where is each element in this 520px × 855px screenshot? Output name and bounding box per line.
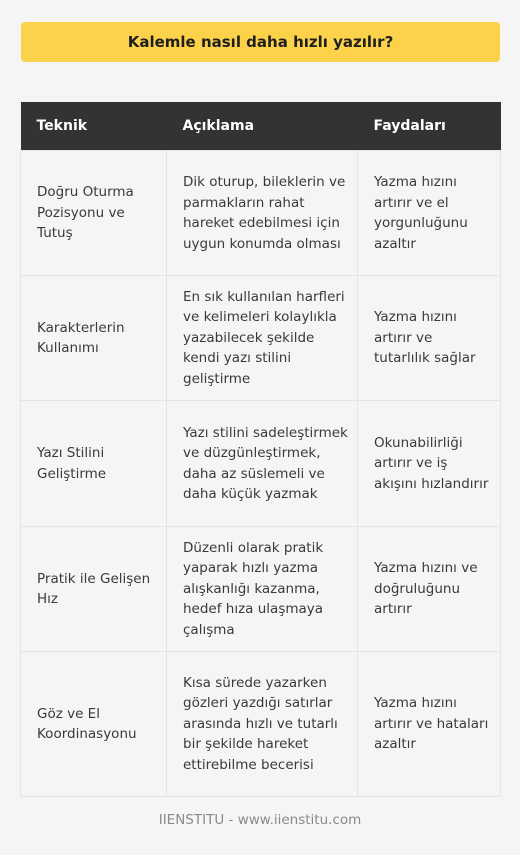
cell-aciklama: Düzenli olarak pratik yaparak hızlı yazma alışkanlığı kazanma, hedef hıza ulaşmaya çalışma [167, 527, 358, 652]
table-row [21, 151, 501, 276]
cell-teknik: Yazı Stilini Geliştirme [21, 401, 167, 527]
column-header-aciklama: Açıklama [167, 102, 358, 151]
cell-faydalar: Yazma hızını artırır ve el yorgunluğunu azaltır [358, 151, 501, 276]
cell-teknik: Karakterlerin Kullanımı [21, 276, 167, 401]
cell-faydalar: Yazma hızını artırır ve hataları azaltır [358, 652, 501, 797]
table-row [21, 401, 501, 527]
page-title: Kalemle nasıl daha hızlı yazılır? [127, 33, 394, 51]
table-row [21, 276, 501, 401]
cell-aciklama: En sık kullanılan harfleri ve kelimeleri kolaylıkla yazabilecek şekilde kendi yazı stilini geliştirme [167, 276, 358, 401]
table-row [21, 652, 501, 797]
footer-credit: IIENSTITU - www.iienstitu.com [158, 812, 362, 828]
cell-aciklama: Dik oturup, bileklerin ve parmakların rahat hareket edebilmesi için uygun konumda olması [167, 151, 358, 276]
cell-faydalar: Yazma hızını artırır ve tutarlılık sağlar [358, 276, 501, 401]
techniques-table [20, 102, 501, 797]
cell-teknik: Doğru Oturma Pozisyonu ve Tutuş [21, 151, 167, 276]
cell-teknik: Göz ve El Koordinasyonu [21, 652, 167, 797]
column-header-faydalar: Faydaları [358, 102, 501, 151]
cell-faydalar: Yazma hızını ve doğruluğunu artırır [358, 527, 501, 652]
table-row [21, 527, 501, 652]
title-banner [21, 22, 500, 62]
table-header-row [21, 102, 501, 151]
column-header-teknik: Teknik [21, 102, 167, 151]
cell-aciklama: Yazı stilini sadeleştirmek ve düzgünleştirmek, daha az süslemeli ve daha küçük yazmak [167, 401, 358, 527]
cell-teknik: Pratik ile Gelişen Hız [21, 527, 167, 652]
cell-faydalar: Okunabilirliği artırır ve iş akışını hızlandırır [358, 401, 501, 527]
cell-aciklama: Kısa sürede yazarken gözleri yazdığı satırlar arasında hızlı ve tutarlı bir şekilde hareket ettirebilme becerisi [167, 652, 358, 797]
